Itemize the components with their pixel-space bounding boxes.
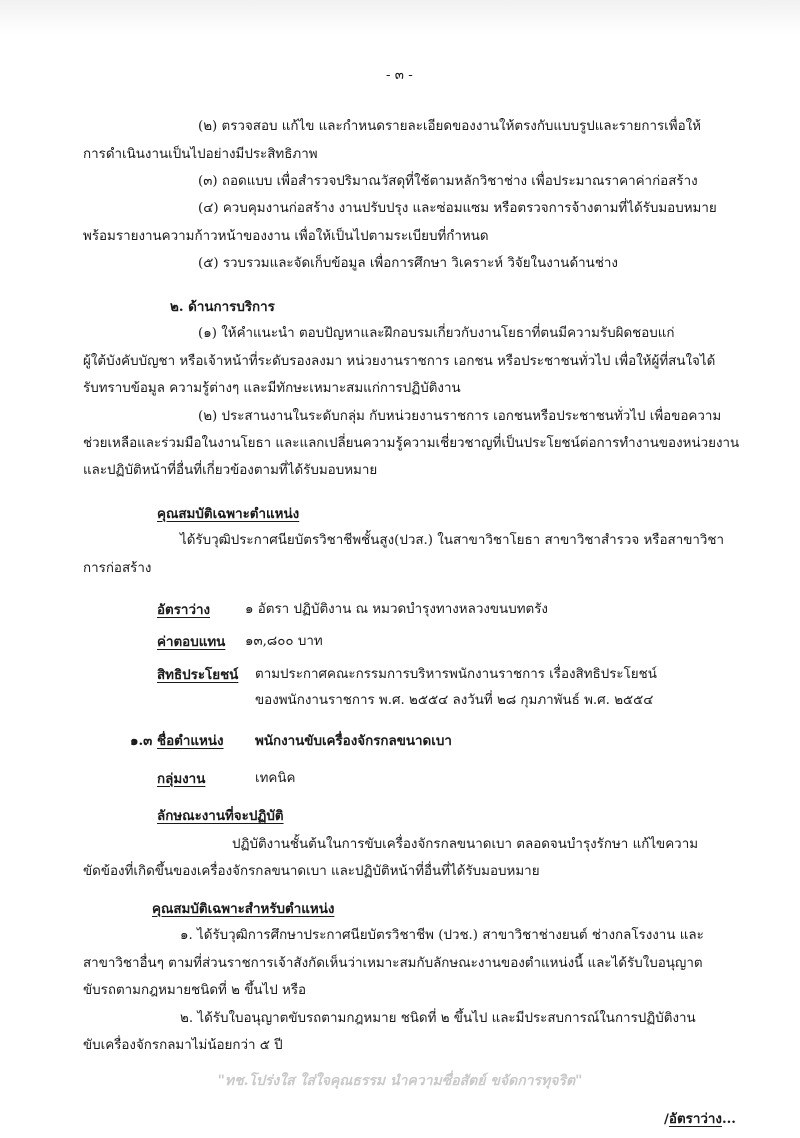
qualification2-item1-line2: สาขาวิชาอื่นๆ ตามที่ส่วนราชการเจ้าสังกัดเห็นว่าเหมาะสมกับลักษณะงานของตำแหน่งนี้ และได้รับใบอนุญาต [83, 956, 703, 971]
page-number: - ๓ - [386, 68, 413, 83]
qualification2-heading: คุณสมบัติเฉพาะสำหรับตำแหน่ง [152, 901, 335, 917]
footer-motto: "ทช.โปร่งใส ใส่ใจคุณธรรม นำความซื่อสัตย์ ขจัดการทุจริต" [217, 1073, 583, 1089]
duty-item-4-line1: (๔) ควบคุมงานก่อสร้าง งานปรับปรุง และซ่อมแซม หรือตรวจการจ้างตามที่ได้รับมอบหมาย [198, 201, 717, 216]
qualification2-item2-line1: ๒. ได้รับใบอนุญาตขับรถตามกฎหมาย ชนิดที่ ๒ ขึ้นไป และมีประสบการณ์ในการปฏิบัติงาน [180, 1011, 696, 1026]
pay1-value: ๑๓,๘๐๐ บาท [245, 634, 323, 649]
job-nature-line1: ปฏิบัติงานชั้นต้นในการขับเครื่องจักรกลขนาดเบา ตลอดจนบำรุงรักษา แก้ไขความ [232, 837, 699, 852]
qualification1-line2: การก่อสร้าง [83, 561, 152, 576]
qualification1-line1: ได้รับวุฒิประกาศนียบัตรวิชาชีพชั้นสูง(ปวส.) ในสาขาวิชาโยธา สาขาวิชาสำรวจ หรือสาขาวิชา [180, 533, 725, 548]
duty-item-2-line2: การดำเนินงานเป็นไปอย่างมีประสิทธิภาพ [83, 147, 318, 162]
service-item-2-line1: (๒) ประสานงานในระดับกลุ่ม กับหน่วยงานราชการ เอกชนหรือประชาชนทั่วไป เพื่อขอความ [198, 409, 722, 424]
position13-value: พนักงานขับเครื่องจักรกลขนาดเบา [255, 733, 452, 749]
benefit1-line2: ของพนักงานราชการ พ.ศ. ๒๕๕๔ ลงวันที่ ๒๘ กุมภาพันธ์ พ.ศ. ๒๕๕๔ [255, 693, 654, 708]
next-page-prefix: / [664, 1111, 669, 1127]
service-heading: ๒. ด้านการบริการ [170, 299, 275, 315]
duty-item-3: (๓) ถอดแบบ เพื่อสำรวจปริมาณวัสดุที่ใช้ตามหลักวิชาช่าง เพื่อประมาณราคาค่าก่อสร้าง [198, 174, 698, 189]
duty-item-4-line2: พร้อมรายงานความก้าวหน้าของงาน เพื่อให้เป็นไปตามระเบียบที่กำหนด [83, 229, 489, 244]
vacancy1-label: อัตราว่าง [157, 602, 211, 618]
duty-item-2-line1: (๒) ตรวจสอบ แก้ไข และกำหนดรายละเอียดของงานให้ตรงกับแบบรูปและรายการเพื่อให้ [198, 119, 701, 134]
service-item-2-line3: และปฏิบัติหน้าที่อื่นที่เกี่ยวข้องตามที่ได้รับมอบหมาย [83, 463, 378, 478]
benefit1-line1: ตามประกาศคณะกรรมการบริหารพนักงานราชการ เรื่องสิทธิประโยชน์ [255, 667, 657, 682]
next-page-word: อัตราว่าง [668, 1111, 722, 1127]
qualification2-item1-line3: ขับรถตามกฎหมายชนิดที่ ๒ ขึ้นไป หรือ [83, 983, 307, 998]
qualification2-item2-line2: ขับเครื่องจักรกลมาไม่น้อยกว่า ๕ ปี [83, 1038, 283, 1053]
vacancy1-value: ๑ อัตรา ปฏิบัติงาน ณ หมวดบำรุงทางหลวงขนบทตรัง [245, 602, 548, 617]
job-nature-heading: ลักษณะงานที่จะปฏิบัติ [157, 808, 284, 824]
service-item-1-line2: ผู้ใต้บังคับบัญชา หรือเจ้าหน้าที่ระดับรองลงมา หน่วยงานราชการ เอกชน หรือประชาชนทั่วไป เพื่อให้ผู้ที่สนใจได้ [83, 354, 716, 369]
duty-item-5: (๕) รวบรวมและจัดเก็บข้อมูล เพื่อการศึกษา วิเคราะห์ วิจัยในงานด้านช่าง [198, 256, 618, 271]
next-page-suffix: ... [721, 1111, 736, 1127]
job-nature-line2: ขัดข้องที่เกิดขึ้นของเครื่องจักรกลขนาดเบา และปฏิบัติหน้าที่อื่นที่ได้รับมอบหมาย [83, 864, 540, 879]
benefit1-label: สิทธิประโยชน์ [157, 667, 239, 683]
scan-shadow [0, 0, 800, 34]
service-item-1-line1: (๑) ให้คำแนะนำ ตอบปัญหาและฝึกอบรมเกี่ยวกับงานโยธาที่ตนมีความรับผิดชอบแก่ [198, 326, 675, 341]
service-item-2-line2: ช่วยเหลือและร่วมมือในงานโยธา และแลกเปลี่ยนความรู้ความเชี่ยวชาญที่เป็นประโยชน์ต่อการทำงานของหน่วยงาน [83, 436, 740, 451]
qualification1-heading: คุณสมบัติเฉพาะตำแหน่ง [157, 506, 300, 522]
workgroup-label: กลุ่มงาน [157, 771, 206, 787]
position13-number: ๑.๓ [130, 733, 153, 749]
next-page-cue [664, 1108, 736, 1129]
workgroup-value: เทคนิค [255, 771, 296, 786]
pay1-label: ค่าตอบแทน [157, 634, 226, 650]
position13-label: ชื่อตำแหน่ง [157, 733, 224, 749]
service-item-1-line3: รับทราบข้อมูล ความรู้ต่างๆ และมีทักษะเหมาะสมแก่การปฏิบัติงาน [83, 381, 461, 396]
qualification2-item1-line1: ๑. ได้รับวุฒิการศึกษาประกาศนียบัตรวิชาชีพ (ปวช.) สาขาวิชาช่างยนต์ ช่างกลโรงงาน และ [180, 928, 704, 943]
